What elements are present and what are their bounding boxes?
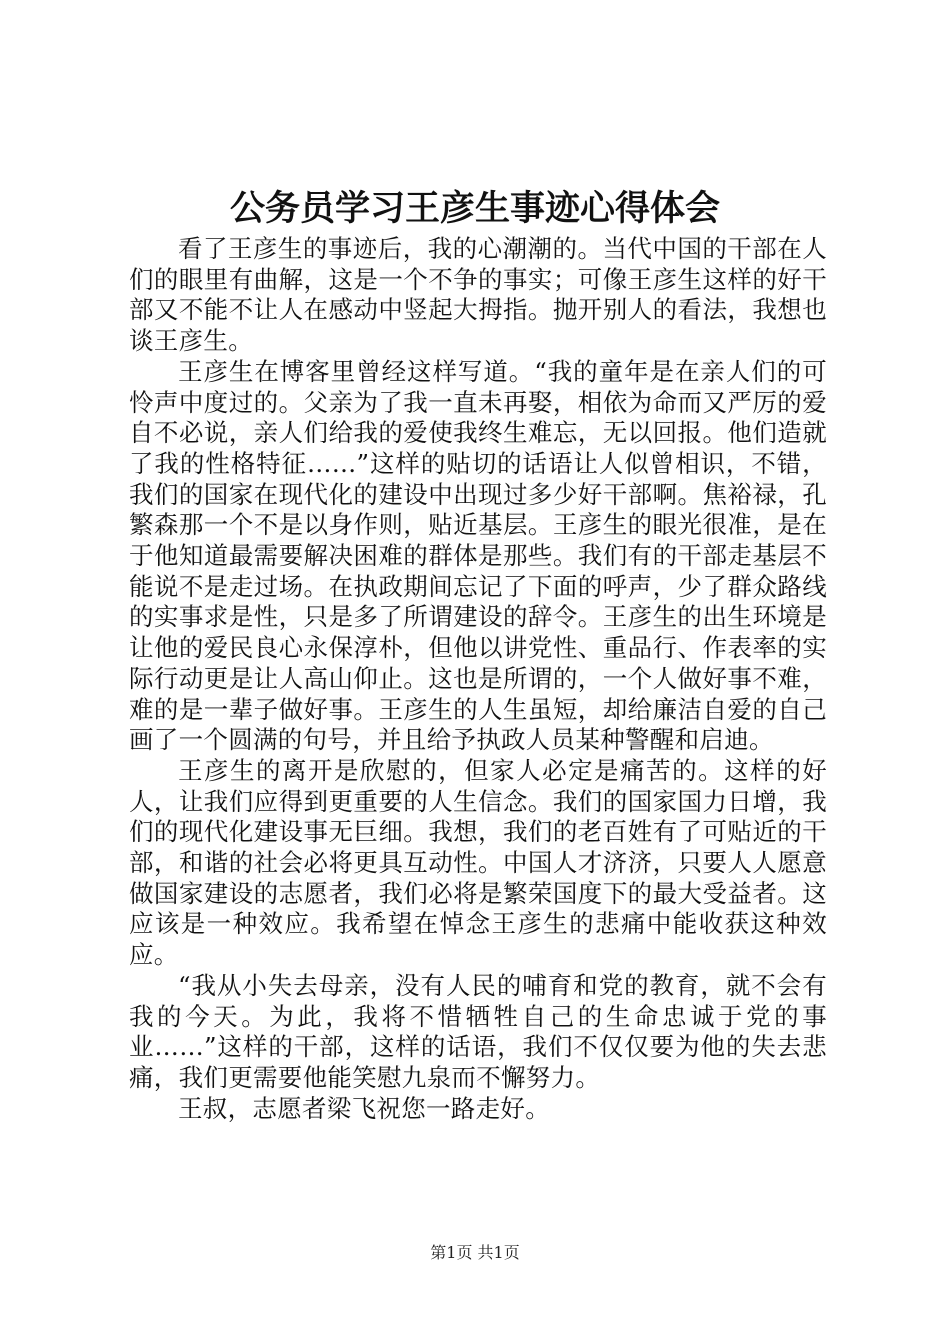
paragraph-3: 王彦生的离开是欣慰的，但家人必定是痛苦的。这样的好人，让我们应得到更重要的人生信念。我们的国家国力日增，我们的现代化建设事无巨细。我想，我们的老百姓有了可贴近的干部，和谐的社会必将更具互动性。中国人才济济，只要人人愿意做国家建设的志愿者，我们必将是繁荣国度下的最大受益者。这应该是一种效应。我希望在悼念王彦生的悲痛中能收获这种效应。 [129, 755, 827, 970]
paragraph-2: 王彦生在博客里曾经这样写道。“我的童年是在亲人们的可怜声中度过的。父亲为了我一直未再娶，相依为命而又严厉的爱自不必说，亲人们给我的爱使我终生难忘，无以回报。他们造就了我的性格特征……”这样的贴切的话语让人似曾相识，不错，我们的国家在现代化的建设中出现过多少好干部啊。焦裕禄，孔繁森那一个不是以身作则，贴近基层。王彦生的眼光很准，是在于他知道最需要解决困难的群体是那些。我们有的干部走基层不能说不是走过场。在执政期间忘记了下面的呼声，少了群众路线的实事求是性，只是多了所谓建设的辞令。王彦生的出生环境是让他的爱民良心永保淳朴，但他以讲党性、重品行、作表率的实际行动更是让人高山仰止。这也是所谓的，一个人做好事不难，难的是一辈子做好事。王彦生的人生虽短，却给廉洁自爱的自己画了一个圆满的句号，并且给予执政人员某种警醒和启迪。 [129, 356, 827, 755]
document-body [129, 234, 827, 1124]
page-number-footer: 第1页 共1页 [430, 1243, 520, 1262]
paragraph-1: 看了王彦生的事迹后，我的心潮潮的。当代中国的干部在人们的眼里有曲解，这是一个不争的事实；可像王彦生这样的好干部又不能不让人在感动中竖起大拇指。抛开别人的看法，我想也谈王彦生。 [129, 234, 827, 356]
paragraph-4: “我从小失去母亲，没有人民的哺育和党的教育，就不会有我的今天。为此，我将不惜牺牲自己的生命忠诚于党的事业……”这样的干部，这样的话语，我们不仅仅要为他的失去悲痛，我们更需要他能笑慰九泉而不懈努力。 [129, 970, 827, 1092]
paragraph-5: 王叔，志愿者梁飞祝您一路走好。 [178, 1093, 550, 1123]
document-title: 公务员学习王彦生事迹心得体会 [229, 188, 720, 229]
